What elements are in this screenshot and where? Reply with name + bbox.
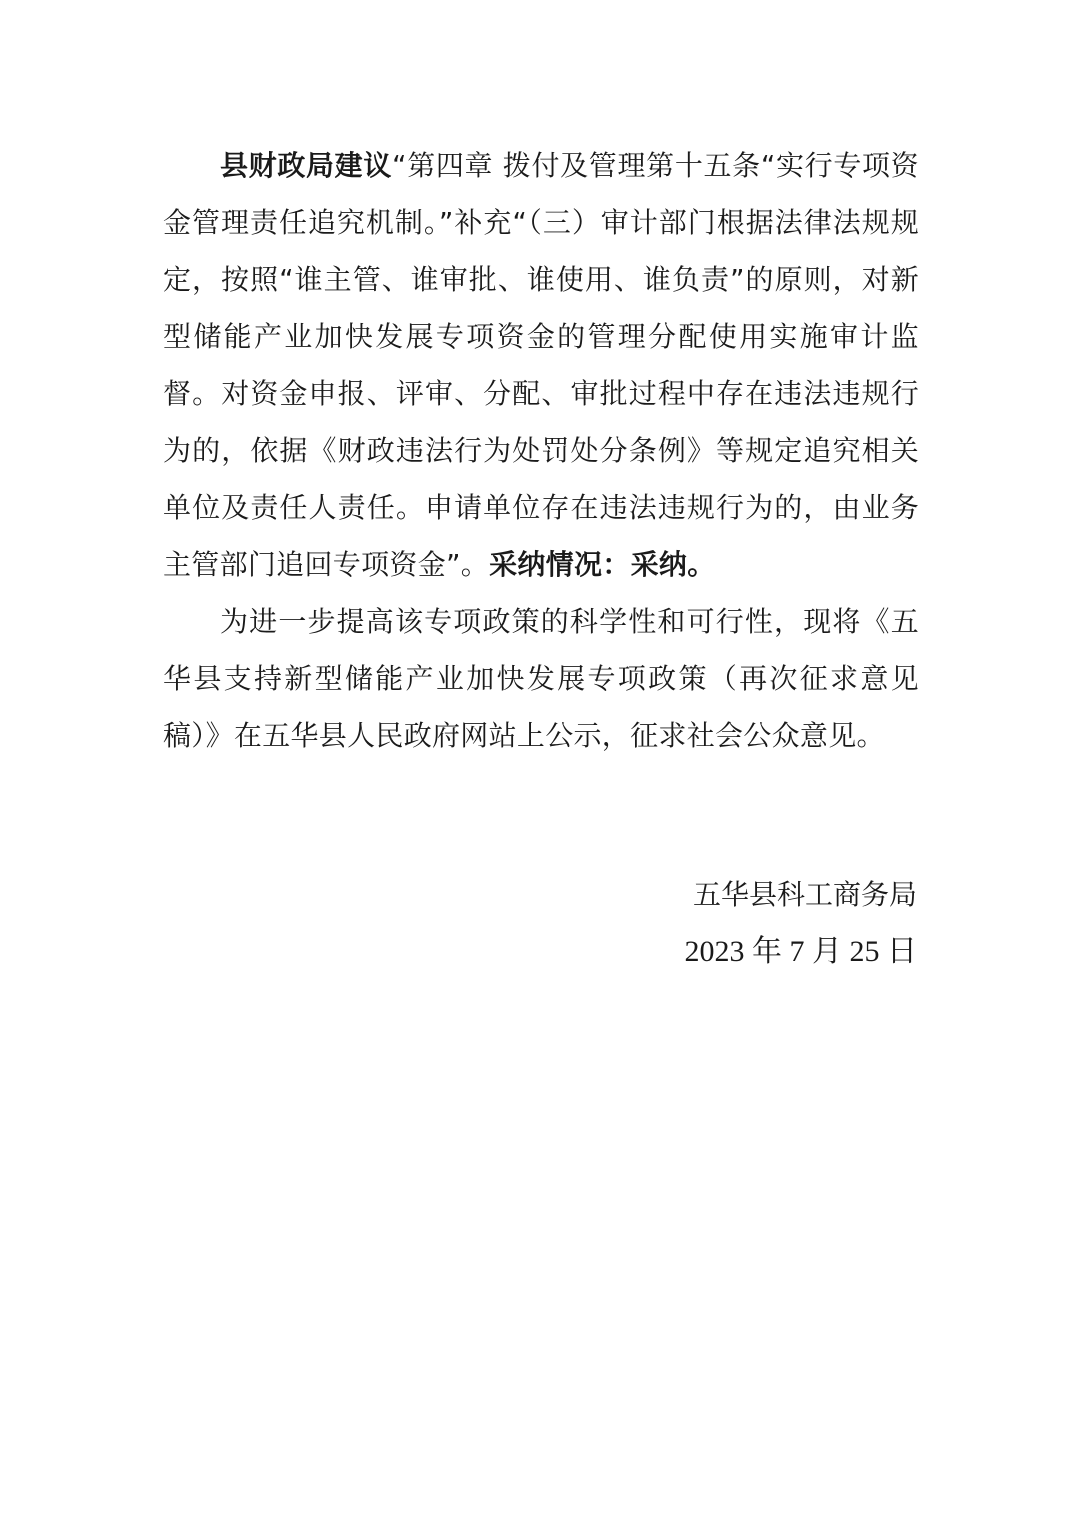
signature-block [685, 866, 918, 980]
public-notice-text: 为进一步提高该专项政策的科学性和可行性，现将《五华县支持新型储能产业加快发展专项政策（再次征求意见稿）》在五华县人民政府网站上公示，征求社会公众意见。 [163, 605, 919, 752]
paragraph-public-notice [163, 593, 919, 764]
document-body [163, 137, 919, 764]
signature-date: 2023 年 7 月 25 日 [684, 935, 917, 968]
paragraph-finance-bureau-suggestion [163, 137, 919, 593]
adoption-status: 采纳情况：采纳。 [489, 548, 716, 581]
suggestion-source-label: 县财政局建议 [220, 149, 393, 182]
signature-organization: 五华县科工商务局 [692, 878, 917, 911]
suggestion-text: “第四章 拨付及管理第十五条“实行专项资金管理责任追究机制。”补充“（三）审计部门根据法律法规规定，按照“谁主管、谁审批、谁使用、谁负责”的原则，对新型储能产业加快发展专项资金的管理分配使用实施审计监督。对资金申报、评审、分配、审批过程中存在违法违规行为的，依据《财政违法行为处罚处分条例》等规定追究相关单位及责任人责任。申请单位存在违法违规行为的，由业务主管部门追回专项资金”。 [163, 149, 919, 581]
